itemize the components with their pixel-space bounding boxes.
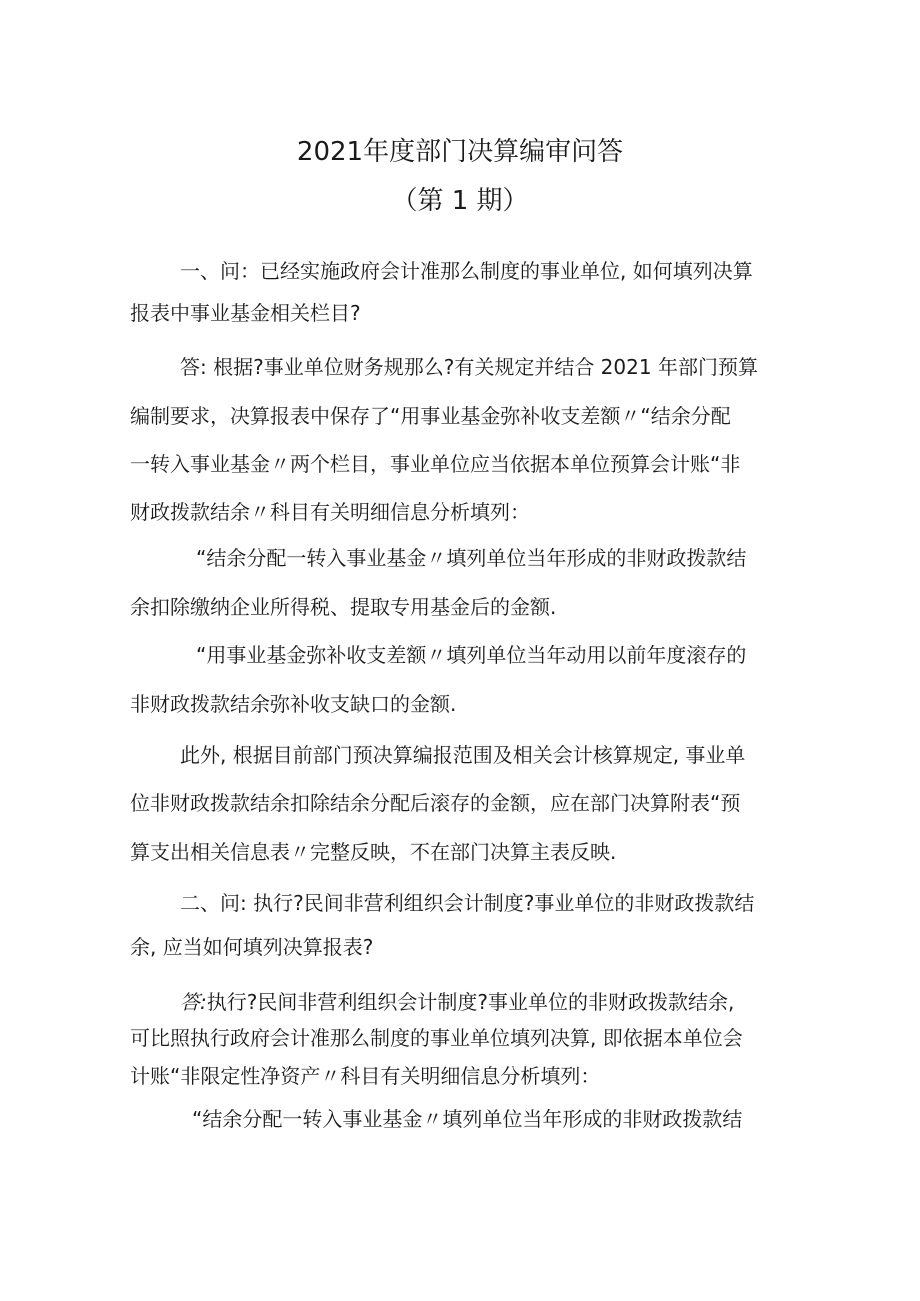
question-2-line-2: 余, 应当如何填列决算报表? [130, 935, 374, 959]
answer-2-line-2: 可比照执行政府会计准那么制度的事业单位填列决算, 即依据本单位会 [130, 1026, 743, 1050]
document-subtitle: （第 1 期） [391, 186, 529, 216]
answer-1-item-2-line-1: “用事业基金弥补收支差额〃填列单位当年动用以前年度滚存的 [196, 643, 747, 667]
question-1-line-1: 一、问：已经实施政府会计准那么制度的事业单位, 如何填列决算 [180, 259, 753, 283]
answer-2-prefix: 答: [180, 990, 207, 1014]
answer-1-extra-line-2: 位非财政拨款结余扣除结余分配后滚存的金额，应在部门决算附表“预 [130, 791, 741, 815]
question-1-line-2: 报表中事业基金相关栏目? [130, 301, 361, 325]
document-title: 2021年度部门决算编审问答 [296, 137, 624, 167]
answer-1-item-1-line-2: 余扣除缴纳企业所得税、提取专用基金后的金额. [130, 595, 557, 619]
answer-1-item-2-line-2: 非财政拨款结余弥补收支缺口的金额. [130, 692, 457, 716]
answer-1-line-2: 编制要求，决算报表中保存了“用事业基金弥补收支差额〃“结余分配 [130, 404, 731, 428]
answer-1-line-3: 一转入事业基金〃两个栏目，事业单位应当依据本单位预算会计账“非 [130, 452, 741, 476]
answer-2-line-3: 计账“非限定性净资产〃科目有关明细信息分析填列： [130, 1064, 601, 1088]
answer-1-item-1-line-1: “结余分配一转入事业基金〃填列单位当年形成的非财政拨款结 [196, 546, 747, 570]
answer-2-line-1-text: 执行?民间非营利组织会计制度?事业单位的非财政拨款结余, [206, 990, 735, 1014]
question-2-line-1: 二、问: 执行?民间非营利组织会计制度?事业单位的非财政拨款结 [180, 891, 755, 915]
answer-2-item-1-line-1: “结余分配一转入事业基金〃填列单位当年形成的非财政拨款结 [192, 1107, 743, 1131]
answer-2-line-1 [180, 990, 734, 1014]
answer-1-extra-line-3: 算支出相关信息表〃完整反映，不在部门决算主表反映. [130, 840, 617, 864]
answer-1-extra-line-1: 此外, 根据目前部门预决算编报范围及相关会计核算规定, 事业单 [180, 743, 746, 767]
answer-1-line-4: 财政拨款结余〃科目有关明细信息分析填列： [130, 500, 530, 524]
answer-1-line-1: 答: 根据?事业单位财务规那么?有关规定并结合 2021 年部门预算 [180, 355, 758, 379]
